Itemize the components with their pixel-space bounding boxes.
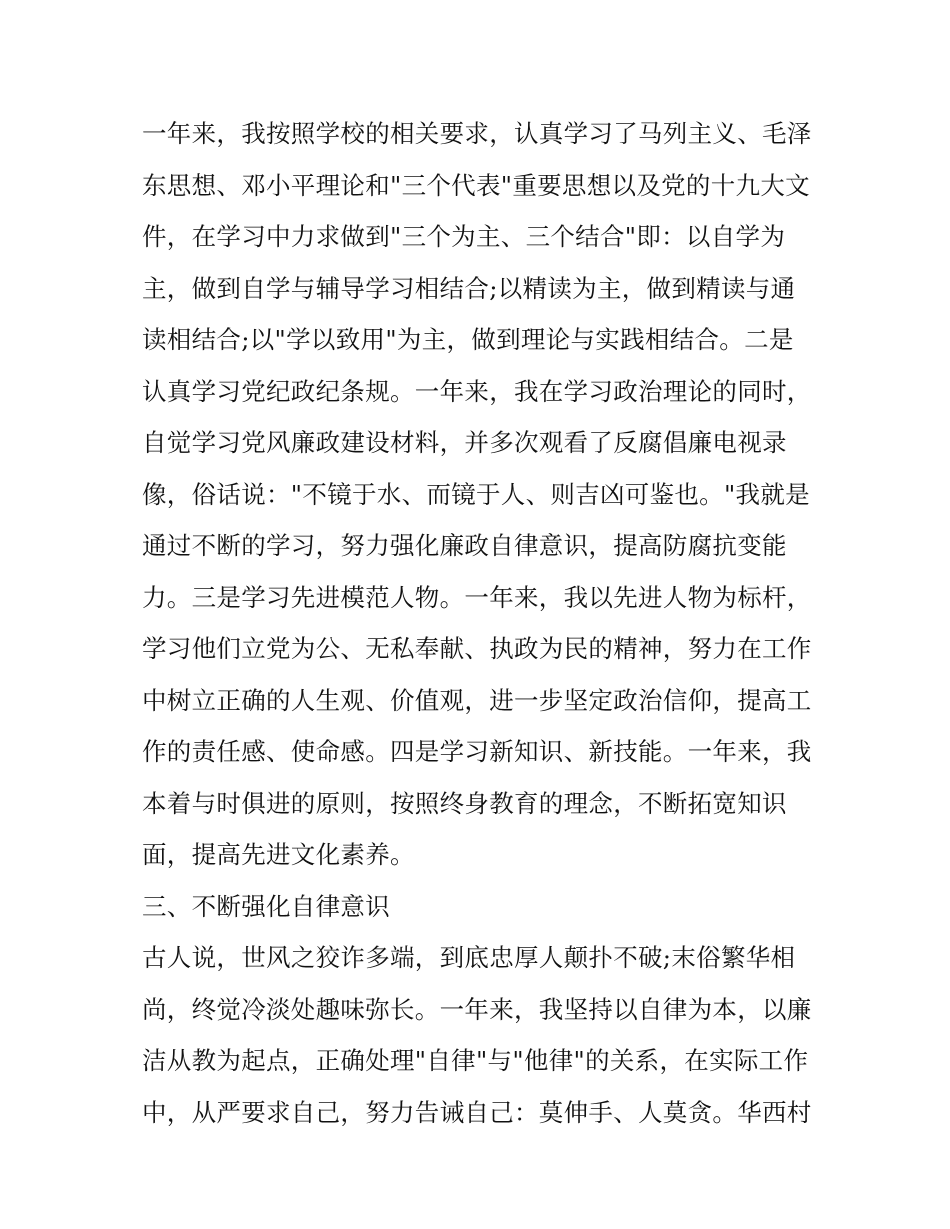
text-line: 学习他们立党为公、无私奉献、执政为民的精神，努力在工作 bbox=[142, 634, 812, 663]
text-line: 洁从教为起点，正确处理"自律"与"他律"的关系，在实际工作 bbox=[142, 1046, 809, 1075]
text-line: 认真学习党纪政纪条规。一年来，我在学习政治理论的同时， bbox=[142, 376, 812, 406]
text-line: 一年来，我按照学校的相关要求，认真学习了马列主义、毛泽 bbox=[142, 119, 812, 148]
text-line: 件，在学习中力求做到"三个为主、三个结合"即：以自学为 bbox=[142, 222, 786, 251]
text-line: 读相结合;以"学以致用"为主，做到理论与实践相结合。二是 bbox=[142, 325, 794, 354]
text-line: 自觉学习党风廉政建设材料，并多次观看了反腐倡廉电视录 bbox=[142, 428, 787, 457]
text-line: 古人说，世风之狡诈多端，到底忠厚人颠扑不破;末俗繁华相 bbox=[142, 943, 796, 972]
text-line: 主，做到自学与辅导学习相结合;以精读为主，做到精读与通 bbox=[142, 273, 796, 303]
text-line: 东思想、邓小平理论和"三个代表"重要思想以及党的十九大文 bbox=[142, 170, 810, 200]
text-line: 像，俗话说："不镜于水、而镜于人、则吉凶可鉴也。"我就是 bbox=[142, 479, 810, 509]
text-line: 尚，终觉冷淡处趣味弥长。一年来，我坚持以自律为本，以廉 bbox=[142, 994, 812, 1024]
text-line: 通过不断的学习，努力强化廉政自律意识，提高防腐抗变能 bbox=[142, 531, 787, 560]
section-heading: 三、不断强化自律意识 bbox=[142, 891, 390, 921]
text-line: 力。三是学习先进模范人物。一年来，我以先进人物为标杆， bbox=[142, 582, 812, 612]
text-line: 中树立正确的人生观、价值观，进一步坚定政治信仰，提高工 bbox=[142, 685, 812, 715]
text-line: 面，提高先进文化素养。 bbox=[142, 840, 415, 869]
text-line: 作的责任感、使命感。四是学习新知识、新技能。一年来，我 bbox=[142, 737, 812, 766]
body-text bbox=[142, 108, 822, 1138]
text-line: 本着与时俱进的原则，按照终身教育的理念，不断拓宽知识 bbox=[142, 788, 787, 818]
text-line: 中，从严要求自己，努力告诫自己：莫伸手、人莫贪。华西村 bbox=[142, 1097, 812, 1127]
